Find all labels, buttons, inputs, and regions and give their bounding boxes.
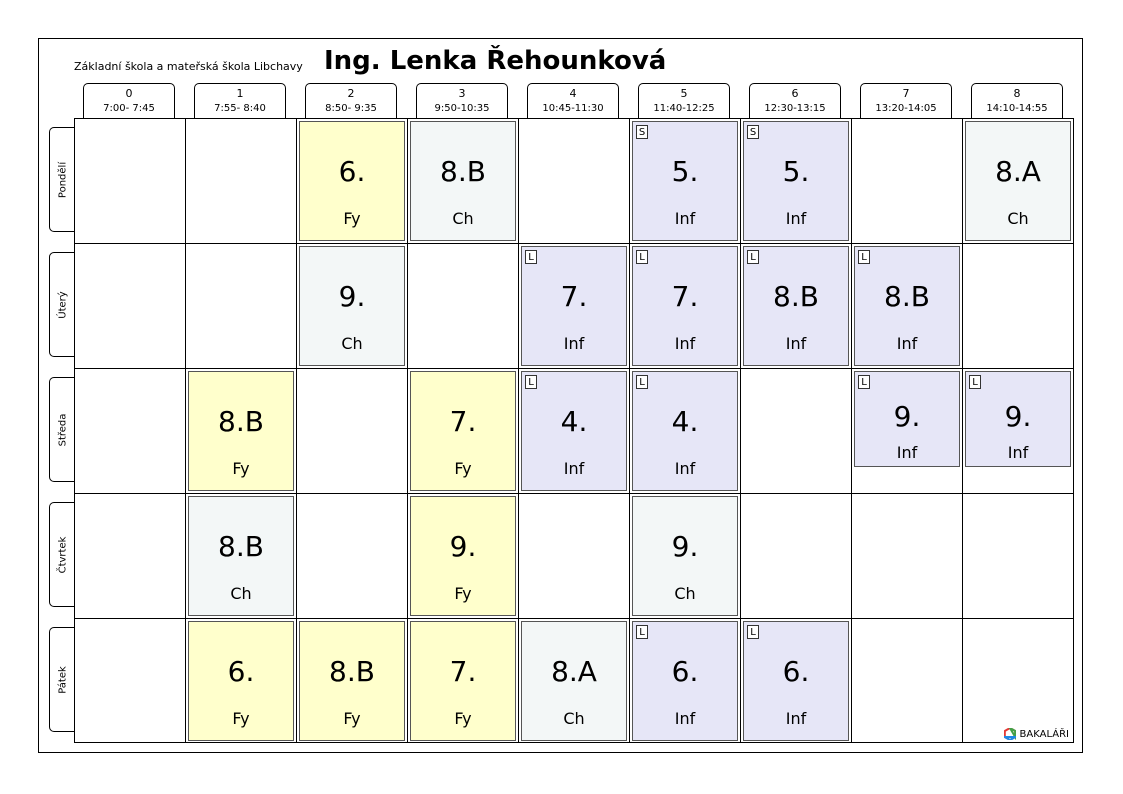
- lesson-class: 6.: [338, 155, 366, 188]
- period-header: [305, 83, 397, 119]
- grid-line: [74, 118, 1074, 119]
- lesson-class: 5.: [671, 155, 699, 188]
- grid-line: [851, 118, 852, 743]
- grid-line: [629, 118, 630, 743]
- grid-line: [1073, 118, 1074, 743]
- lesson-class: 4.: [560, 405, 588, 438]
- period-header: [194, 83, 286, 119]
- lesson-class: 8.B: [773, 280, 819, 313]
- lesson-group-badge: S: [636, 125, 648, 139]
- lesson-subject: Inf: [896, 334, 918, 353]
- lesson-subject: Fy: [454, 584, 472, 603]
- grid-line: [407, 118, 408, 743]
- lesson-subject: Fy: [232, 459, 250, 478]
- lesson-subject: Fy: [343, 709, 361, 728]
- day-label: Středa: [57, 413, 68, 446]
- lesson-cell[interactable]: [410, 121, 516, 241]
- period-time: 14:10-14:55: [986, 103, 1048, 114]
- day-header: [49, 252, 75, 357]
- period-number: 5: [680, 87, 688, 100]
- lesson-class: 7.: [449, 405, 477, 438]
- lesson-subject: Inf: [785, 334, 807, 353]
- period-number: 1: [236, 87, 244, 100]
- lesson-subject: Inf: [896, 443, 918, 462]
- lesson-cell[interactable]: [965, 121, 1071, 241]
- lesson-class: 8.B: [884, 280, 930, 313]
- lesson-subject: Ch: [230, 584, 252, 603]
- lesson-subject: Inf: [785, 709, 807, 728]
- period-time: 10:45-11:30: [542, 103, 604, 114]
- lesson-class: 9.: [671, 530, 699, 563]
- lesson-group-badge: L: [969, 375, 981, 389]
- period-time: 13:20-14:05: [875, 103, 937, 114]
- lesson-cell[interactable]: [632, 246, 738, 366]
- day-label: Pondělí: [57, 161, 68, 198]
- period-number: 8: [1013, 87, 1021, 100]
- lesson-group-badge: L: [747, 250, 759, 264]
- grid-line: [185, 118, 186, 743]
- brand-label: BAKALÁŘI: [1019, 728, 1069, 740]
- lesson-subject: Inf: [674, 209, 696, 228]
- lesson-group-badge: L: [636, 250, 648, 264]
- day-header: [49, 127, 75, 232]
- lesson-subject: Ch: [1007, 209, 1029, 228]
- lesson-cell[interactable]: [521, 371, 627, 491]
- lesson-class: 8.A: [551, 655, 597, 688]
- lesson-group-badge: L: [636, 625, 648, 639]
- period-number: 2: [347, 87, 355, 100]
- lesson-subject: Fy: [343, 209, 361, 228]
- lesson-class: 6.: [782, 655, 810, 688]
- lesson-class: 8.B: [329, 655, 375, 688]
- lesson-group-badge: L: [525, 250, 537, 264]
- lesson-cell[interactable]: [632, 121, 738, 241]
- teacher-name: Ing. Lenka Řehounková: [324, 46, 667, 76]
- grid-line: [74, 118, 75, 743]
- lesson-class: 4.: [671, 405, 699, 438]
- lesson-class: 8.B: [440, 155, 486, 188]
- day-label: Úterý: [57, 290, 68, 319]
- lesson-cell[interactable]: [743, 621, 849, 741]
- lesson-subject: Ch: [341, 334, 363, 353]
- lesson-subject: Fy: [454, 709, 472, 728]
- lesson-cell[interactable]: [632, 371, 738, 491]
- day-header: [49, 502, 75, 607]
- lesson-class: 7.: [449, 655, 477, 688]
- day-header: [49, 627, 75, 732]
- lesson-cell[interactable]: [299, 621, 405, 741]
- period-header: [638, 83, 730, 119]
- period-time: 11:40-12:25: [653, 103, 715, 114]
- lesson-group-badge: S: [747, 125, 759, 139]
- lesson-subject: Fy: [454, 459, 472, 478]
- lesson-cell[interactable]: [743, 121, 849, 241]
- lesson-cell[interactable]: [743, 246, 849, 366]
- lesson-class: 9.: [449, 530, 477, 563]
- period-number: 7: [902, 87, 910, 100]
- period-header: [860, 83, 952, 119]
- lesson-class: 8.B: [218, 530, 264, 563]
- grid-line: [74, 618, 1074, 619]
- lesson-group-badge: L: [858, 375, 870, 389]
- period-time: 7:00- 7:45: [103, 103, 155, 114]
- lesson-group-badge: L: [636, 375, 648, 389]
- lesson-class: 9.: [893, 400, 921, 433]
- grid-line: [740, 118, 741, 743]
- period-header: [971, 83, 1063, 119]
- day-label: Pátek: [57, 665, 68, 694]
- period-header: [749, 83, 841, 119]
- lesson-subject: Inf: [674, 459, 696, 478]
- lesson-class: 7.: [560, 280, 588, 313]
- grid-line: [74, 493, 1074, 494]
- day-header: [49, 377, 75, 482]
- lesson-cell[interactable]: [521, 621, 627, 741]
- school-name: Základní škola a mateřská škola Libchavy: [74, 60, 303, 73]
- bakalari-brand: [1004, 728, 1069, 740]
- lesson-subject: Inf: [563, 334, 585, 353]
- lesson-subject: Ch: [674, 584, 696, 603]
- period-number: 0: [125, 87, 133, 100]
- lesson-subject: Inf: [563, 459, 585, 478]
- lesson-cell[interactable]: [299, 246, 405, 366]
- grid-line: [74, 368, 1074, 369]
- lesson-class: 7.: [671, 280, 699, 313]
- lesson-class: 9.: [1004, 400, 1032, 433]
- lesson-cell[interactable]: [410, 496, 516, 616]
- lesson-class: 8.A: [995, 155, 1041, 188]
- lesson-cell[interactable]: [521, 246, 627, 366]
- grid-line: [962, 118, 963, 743]
- lesson-cell[interactable]: [188, 621, 294, 741]
- lesson-subject: Fy: [232, 709, 250, 728]
- period-time: 8:50- 9:35: [325, 103, 377, 114]
- period-number: 3: [458, 87, 466, 100]
- lesson-class: 8.B: [218, 405, 264, 438]
- lesson-subject: Inf: [785, 209, 807, 228]
- lesson-cell[interactable]: [188, 371, 294, 491]
- lesson-class: 5.: [782, 155, 810, 188]
- period-header: [527, 83, 619, 119]
- lesson-cell[interactable]: [854, 246, 960, 366]
- period-header: [416, 83, 508, 119]
- grid-line: [296, 118, 297, 743]
- period-time: 9:50-10:35: [434, 103, 490, 114]
- lesson-cell[interactable]: [632, 496, 738, 616]
- lesson-cell[interactable]: [854, 371, 960, 467]
- timetable-grid: [74, 118, 1074, 743]
- lesson-cell[interactable]: [299, 121, 405, 241]
- bakalari-logo-icon: [1004, 728, 1016, 740]
- lesson-subject: Inf: [674, 334, 696, 353]
- lesson-cell[interactable]: [410, 621, 516, 741]
- day-label: Čtvrtek: [57, 536, 68, 573]
- period-number: 6: [791, 87, 799, 100]
- lesson-subject: Ch: [452, 209, 474, 228]
- lesson-subject: Inf: [1007, 443, 1029, 462]
- lesson-class: 9.: [338, 280, 366, 313]
- lesson-subject: Inf: [674, 709, 696, 728]
- grid-line: [518, 118, 519, 743]
- period-header: [83, 83, 175, 119]
- lesson-group-badge: L: [858, 250, 870, 264]
- lesson-cell[interactable]: [965, 371, 1071, 467]
- lesson-class: 6.: [227, 655, 255, 688]
- period-time: 7:55- 8:40: [214, 103, 266, 114]
- lesson-subject: Ch: [563, 709, 585, 728]
- lesson-cell[interactable]: [632, 621, 738, 741]
- grid-line: [74, 243, 1074, 244]
- lesson-cell[interactable]: [410, 371, 516, 491]
- lesson-cell[interactable]: [188, 496, 294, 616]
- lesson-group-badge: L: [747, 625, 759, 639]
- period-time: 12:30-13:15: [764, 103, 826, 114]
- lesson-class: 6.: [671, 655, 699, 688]
- lesson-group-badge: L: [525, 375, 537, 389]
- period-number: 4: [569, 87, 577, 100]
- grid-line: [74, 742, 1074, 743]
